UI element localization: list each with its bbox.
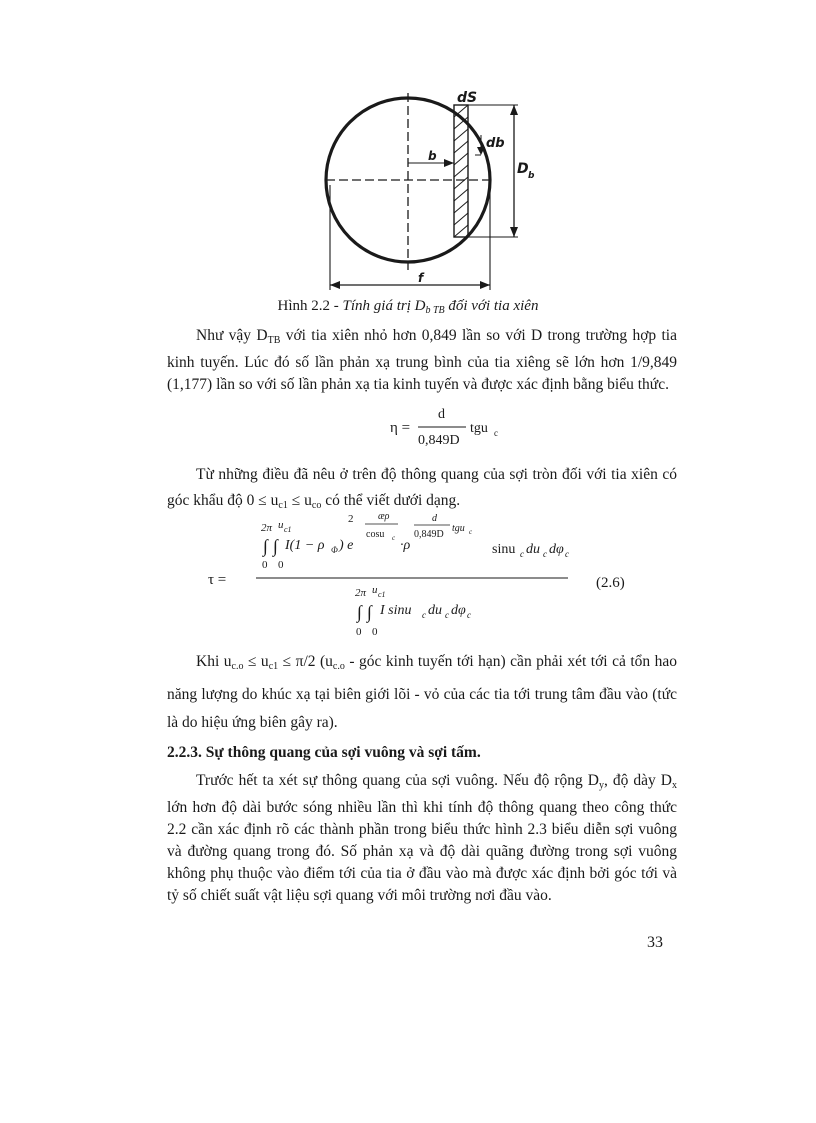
svg-text:c: c [467, 610, 471, 620]
svg-text:) e: ) e [339, 538, 354, 553]
svg-text:0: 0 [372, 626, 378, 638]
paragraph-1: Như vậy $D_{TB}$ với tia xiên nhỏ hơn 0,849 lần so với D trong trường hợp tia kinh tuyến. Lúc đó số lần phản xạ trung bình của tia xiêng sẽ lớn hơn 1/9,849 (1,177) lần so với số lần phản xạ tia kinh tuyến và được xác định bằng biểu thức. [167, 327, 677, 393]
svg-text:τ =: τ = [208, 572, 227, 588]
svg-text:æρ: æρ [378, 511, 390, 522]
label-Db-sub: b [528, 171, 535, 181]
svg-text:d: d [432, 513, 437, 524]
label-f: f [418, 271, 424, 285]
svg-text:0,849D: 0,849D [418, 433, 460, 448]
label-db: db [486, 136, 505, 151]
svg-text:c: c [543, 549, 547, 559]
svg-text:c: c [422, 610, 426, 620]
svg-text:0,849D: 0,849D [414, 529, 444, 540]
svg-text:dφ: dφ [549, 542, 564, 557]
svg-text:c: c [565, 549, 569, 559]
svg-text:∫: ∫ [263, 536, 268, 556]
paragraph-2: Từ những điều đã nêu ở trên độ thông quang của sợi tròn đối với tia xiên có góc khẩu độ $0 \le u_{c1} \le u_{co}$ có thể viết dưới dạng. [167, 466, 677, 511]
label-b: b [428, 149, 437, 163]
svg-text:dφ: dφ [451, 603, 466, 618]
svg-text:c: c [392, 534, 396, 542]
svg-text:·ρ: ·ρ [400, 538, 411, 553]
paragraph-4: Trước hết ta xét sự thông quang của sợi vuông. Nếu độ rộng $D_y$, độ dày $D_x$ lớn hơn độ dài bước sóng nhiều lần thì khi tính độ thông quang theo công thức 2.2 cần xác định rõ các thành phần trong biểu thức hình 2.3 biểu diễn sợi vuông và đường quang trong đó. Số phản xạ và độ dài quãng đường trong sợi vuông không phụ thuộc vào điểm tới của tia ở đầu vào mà được xác định bởi góc tới và tỷ số chiết suất vật liệu sợi quang với môi trường nơi đầu vào. [167, 772, 678, 904]
svg-text:c: c [520, 549, 524, 559]
svg-text:Φ: Φ [331, 545, 338, 555]
svg-text:d: d [438, 407, 445, 422]
svg-text:∫: ∫ [357, 602, 362, 622]
svg-text:c: c [469, 528, 473, 536]
figure-2-2-diagram [318, 85, 533, 295]
svg-text:∫: ∫ [367, 602, 372, 622]
caption-subscript: b TB [425, 305, 445, 316]
svg-text:∫: ∫ [273, 536, 278, 556]
page-number: 33 [647, 934, 663, 951]
caption-prefix: Hình 2.2 - [277, 298, 343, 314]
svg-text:sinu: sinu [492, 542, 516, 557]
svg-text:u: u [278, 519, 284, 531]
svg-text:c1: c1 [284, 525, 292, 534]
svg-text:du: du [428, 603, 442, 618]
section-heading: 2.2.3. Sự thông quang của sợi vuông và sợi tấm. [167, 744, 481, 761]
svg-text:0: 0 [262, 559, 268, 571]
svg-text:c1: c1 [378, 590, 386, 599]
svg-text:u: u [372, 584, 378, 596]
svg-text:0: 0 [356, 626, 362, 638]
caption-title: Tính giá trị D [342, 298, 426, 314]
svg-text:2: 2 [348, 513, 354, 525]
equation-number: (2.6) [596, 575, 625, 591]
caption-title-rest: đối với tia xiên [444, 298, 539, 314]
figure-caption [0, 298, 816, 316]
svg-text:2π: 2π [261, 522, 273, 534]
svg-text:tgu: tgu [452, 523, 465, 534]
svg-text:tgu: tgu [470, 421, 488, 436]
svg-text:du: du [526, 542, 540, 557]
svg-text:2π: 2π [355, 587, 367, 599]
svg-text:I(1 − ρ: I(1 − ρ [285, 538, 325, 553]
label-ds: dS [457, 90, 478, 106]
equation-2-6 [200, 508, 650, 643]
svg-text:c: c [494, 428, 498, 438]
svg-text:0: 0 [278, 559, 284, 571]
svg-text:c: c [445, 610, 449, 620]
svg-text:I sinu: I sinu [380, 603, 412, 618]
paragraph-3: Khi $u_{c.o} \le u_{c1} \le \pi/2$ ($u_{c.o}$ - góc kinh tuyến tới hạn) cần phải xét tới cả tổn hao năng lượng do khúc xạ tại biên giới lõi - vỏ của các tia tới trung tâm đầu vào (tức là do hiệu ứng biên gây ra). [167, 653, 677, 731]
svg-text:η =: η = [390, 420, 411, 436]
svg-text:cosu: cosu [366, 529, 385, 540]
equation-eta [390, 402, 520, 454]
label-Db: D [517, 161, 529, 177]
